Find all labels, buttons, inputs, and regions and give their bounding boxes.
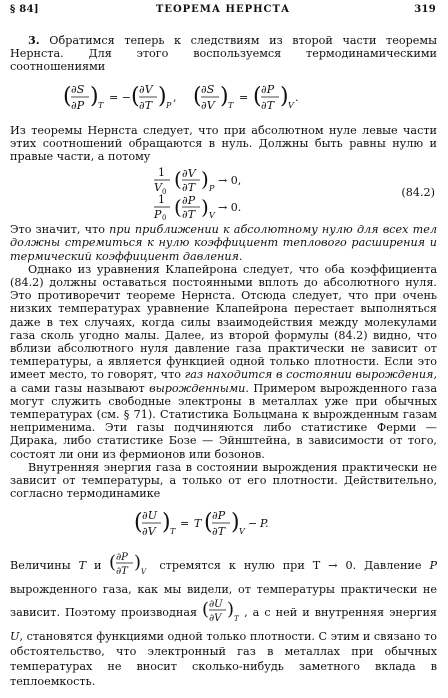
paragraph-1-text: Обратимся теперь к следствиям из второй части теоремы Нернста. Для этого воспользуемся термодинамическими соотношениями <box>10 34 437 74</box>
paragraph-6-part-e: , а с ней и внутренняя энергия <box>244 606 437 620</box>
svg-text:=: = <box>179 517 189 531</box>
svg-text:T: T <box>227 100 233 110</box>
svg-text:(: ( <box>133 510 143 536</box>
svg-text:T: T <box>169 527 175 537</box>
svg-text:P: P <box>165 100 171 110</box>
svg-text:(: ( <box>130 83 140 109</box>
paragraph-3 <box>10 223 437 263</box>
svg-text:(: ( <box>202 599 210 621</box>
svg-text:∂T: ∂T <box>138 98 152 112</box>
svg-text:T: T <box>193 517 201 531</box>
paragraph-6-part-f: , становятся функциями одной только плотности. С этим и связано то обстоятельство, что электронный газ в металлах при обычных температурах не вносит сколько-нибудь заметного вклада в теплоемкость. <box>10 630 437 689</box>
svg-text:(: ( <box>174 167 182 192</box>
svg-text:∂T: ∂T <box>260 98 274 112</box>
svg-text:∂U: ∂U <box>141 509 157 523</box>
svg-text:=: = <box>238 90 248 104</box>
header-page-number: 319 <box>414 4 436 15</box>
svg-text:.: . <box>294 90 298 104</box>
paragraph-6-lead: Величины <box>10 559 79 573</box>
svg-text:P: P <box>209 184 215 194</box>
svg-text:0: 0 <box>162 188 167 197</box>
paragraph-4-part-b: а сами газы называют <box>10 381 150 395</box>
svg-text:→ 0.: → 0. <box>218 201 242 215</box>
paragraph-3-emphasis: при приближении к абсолютному нулю для всех тел должны стремиться к нулю коэффициент теплового расширения и термический коэффициент давления. <box>10 223 437 263</box>
running-header <box>10 4 436 20</box>
paragraph-6 <box>10 550 437 689</box>
svg-text:∂V: ∂V <box>209 613 222 625</box>
symbol-T: T <box>78 559 87 573</box>
svg-text:(: ( <box>203 510 213 536</box>
paragraph-3-lead: Это значит, что <box>10 223 110 237</box>
paragraph-4 <box>10 263 437 461</box>
svg-text:∂U: ∂U <box>209 599 223 611</box>
svg-text:(: ( <box>174 195 182 220</box>
svg-text:V: V <box>141 568 147 577</box>
svg-text:∂P: ∂P <box>182 194 196 208</box>
svg-text:∂T: ∂T <box>182 181 196 195</box>
svg-text:1: 1 <box>158 166 165 180</box>
header-section: § 84] <box>10 4 39 15</box>
paragraph-1 <box>10 34 437 74</box>
symbol-P: P <box>429 559 437 573</box>
svg-text:∂P: ∂P <box>260 82 274 96</box>
svg-text:∂V: ∂V <box>200 98 215 112</box>
paragraph-4-part-c: Примером вырожденного газа могут служить свободные электроны в металлах уже при обычных температурах (см. § 71). Статистика Больцмана к вырожденным газам неприменима. Эти газы подчиняются либо статистике Ферми — Дирака, либо статистике Бозе — Эйнштейна, в зависимости от того, состоят ли они из фермионов или бозонов. <box>10 381 437 461</box>
paragraph-2: Из теоремы Нернста следует, что при абсолютном нуле левые части этих соотношений обращаются в нуль. Должны быть равны нулю и правые части, а потому <box>10 123 437 164</box>
item-number: 3. <box>28 33 40 47</box>
svg-text:1: 1 <box>158 193 165 207</box>
svg-text:∂T: ∂T <box>182 208 196 221</box>
svg-text:(: ( <box>109 552 117 574</box>
equation-number: (84.2) <box>401 186 435 200</box>
inline-dU-dV-T <box>202 597 244 629</box>
svg-text:V: V <box>209 211 215 221</box>
svg-text:∂V: ∂V <box>182 167 196 181</box>
svg-text:→ 0,: → 0, <box>218 174 242 188</box>
svg-text:V: V <box>287 100 294 110</box>
header-title: ТЕОРЕМА НЕРНСТА <box>155 4 291 15</box>
svg-text:V: V <box>154 181 162 195</box>
term-degenerate: вырожденными. <box>149 381 249 395</box>
svg-text:−: − <box>247 517 257 531</box>
svg-text:): ) <box>219 83 229 109</box>
svg-text:V: V <box>238 527 245 537</box>
svg-text:,: , <box>172 90 176 104</box>
svg-text:): ) <box>227 599 235 621</box>
svg-text:): ) <box>230 510 240 536</box>
energy-formula <box>10 504 437 544</box>
paragraph-6-part-b: стремятся к нулю при <box>151 559 313 573</box>
equation-84-2 <box>10 166 437 220</box>
svg-text:): ) <box>89 83 99 109</box>
svg-text:): ) <box>157 83 167 109</box>
svg-text:(: ( <box>192 83 202 109</box>
svg-text:(: ( <box>62 83 72 109</box>
svg-text:∂P: ∂P <box>70 98 84 112</box>
svg-text:∂P: ∂P <box>116 552 129 564</box>
paragraph-6-conj: и <box>86 559 110 573</box>
svg-text:T: T <box>234 615 239 624</box>
svg-text:): ) <box>279 83 289 109</box>
svg-text:): ) <box>201 167 209 192</box>
svg-text:P.: P. <box>259 517 269 531</box>
paragraph-4-part-a: Однако из уравнения Клапейрона следует, что оба коэффициента (84.2) должны оставаться постоянными вплоть до абсолютного нуля. Это противоречит теореме Нернста. Отсюда следует, что при очень низких температурах уравнение Клапейрона перестает выполняться даже в тех случаях, когда силы взаимодействия между молекулами газа сколь угодно малы. Далее, из второй формулы (84.2) видно, что вблизи абсолютного нуля давление газа практически не зависит от температуры, а является функцией одной только плотности. Если это имеет место, то говорят, что <box>10 262 437 382</box>
inline-dP-dT-V <box>109 550 151 582</box>
svg-text:): ) <box>134 552 142 574</box>
svg-text:∂V: ∂V <box>141 525 156 539</box>
svg-text:∂V: ∂V <box>138 82 153 96</box>
svg-text:∂T: ∂T <box>211 525 225 539</box>
paragraph-6-part-d: вырожденного газа, как мы видели, от температуры практически не зависит. Поэтому производная <box>10 583 437 620</box>
svg-text:P: P <box>154 208 162 221</box>
svg-text:∂P: ∂P <box>211 509 225 523</box>
svg-text:∂S: ∂S <box>200 82 214 96</box>
svg-text:∂T: ∂T <box>116 566 129 578</box>
svg-text:= −: = − <box>108 90 131 104</box>
svg-text:): ) <box>161 510 171 536</box>
symbol-U: U <box>10 630 20 644</box>
paragraph-6-part-c: T → 0. Давление <box>312 559 430 573</box>
maxwell-relations-formula <box>10 78 437 118</box>
svg-text:): ) <box>201 195 209 220</box>
term-degenerate-state: газ находится в состоянии вырождения, <box>184 368 438 382</box>
svg-text:∂S: ∂S <box>70 82 84 96</box>
svg-text:T: T <box>97 100 103 110</box>
paragraph-5: Внутренняя энергия газа в состоянии вырождения практически не зависит от температуры, а только от его плотности. Действительно, согласно термодинамике <box>10 460 437 501</box>
svg-text:(: ( <box>252 83 262 109</box>
svg-text:0: 0 <box>162 214 167 221</box>
page-body <box>10 34 437 689</box>
